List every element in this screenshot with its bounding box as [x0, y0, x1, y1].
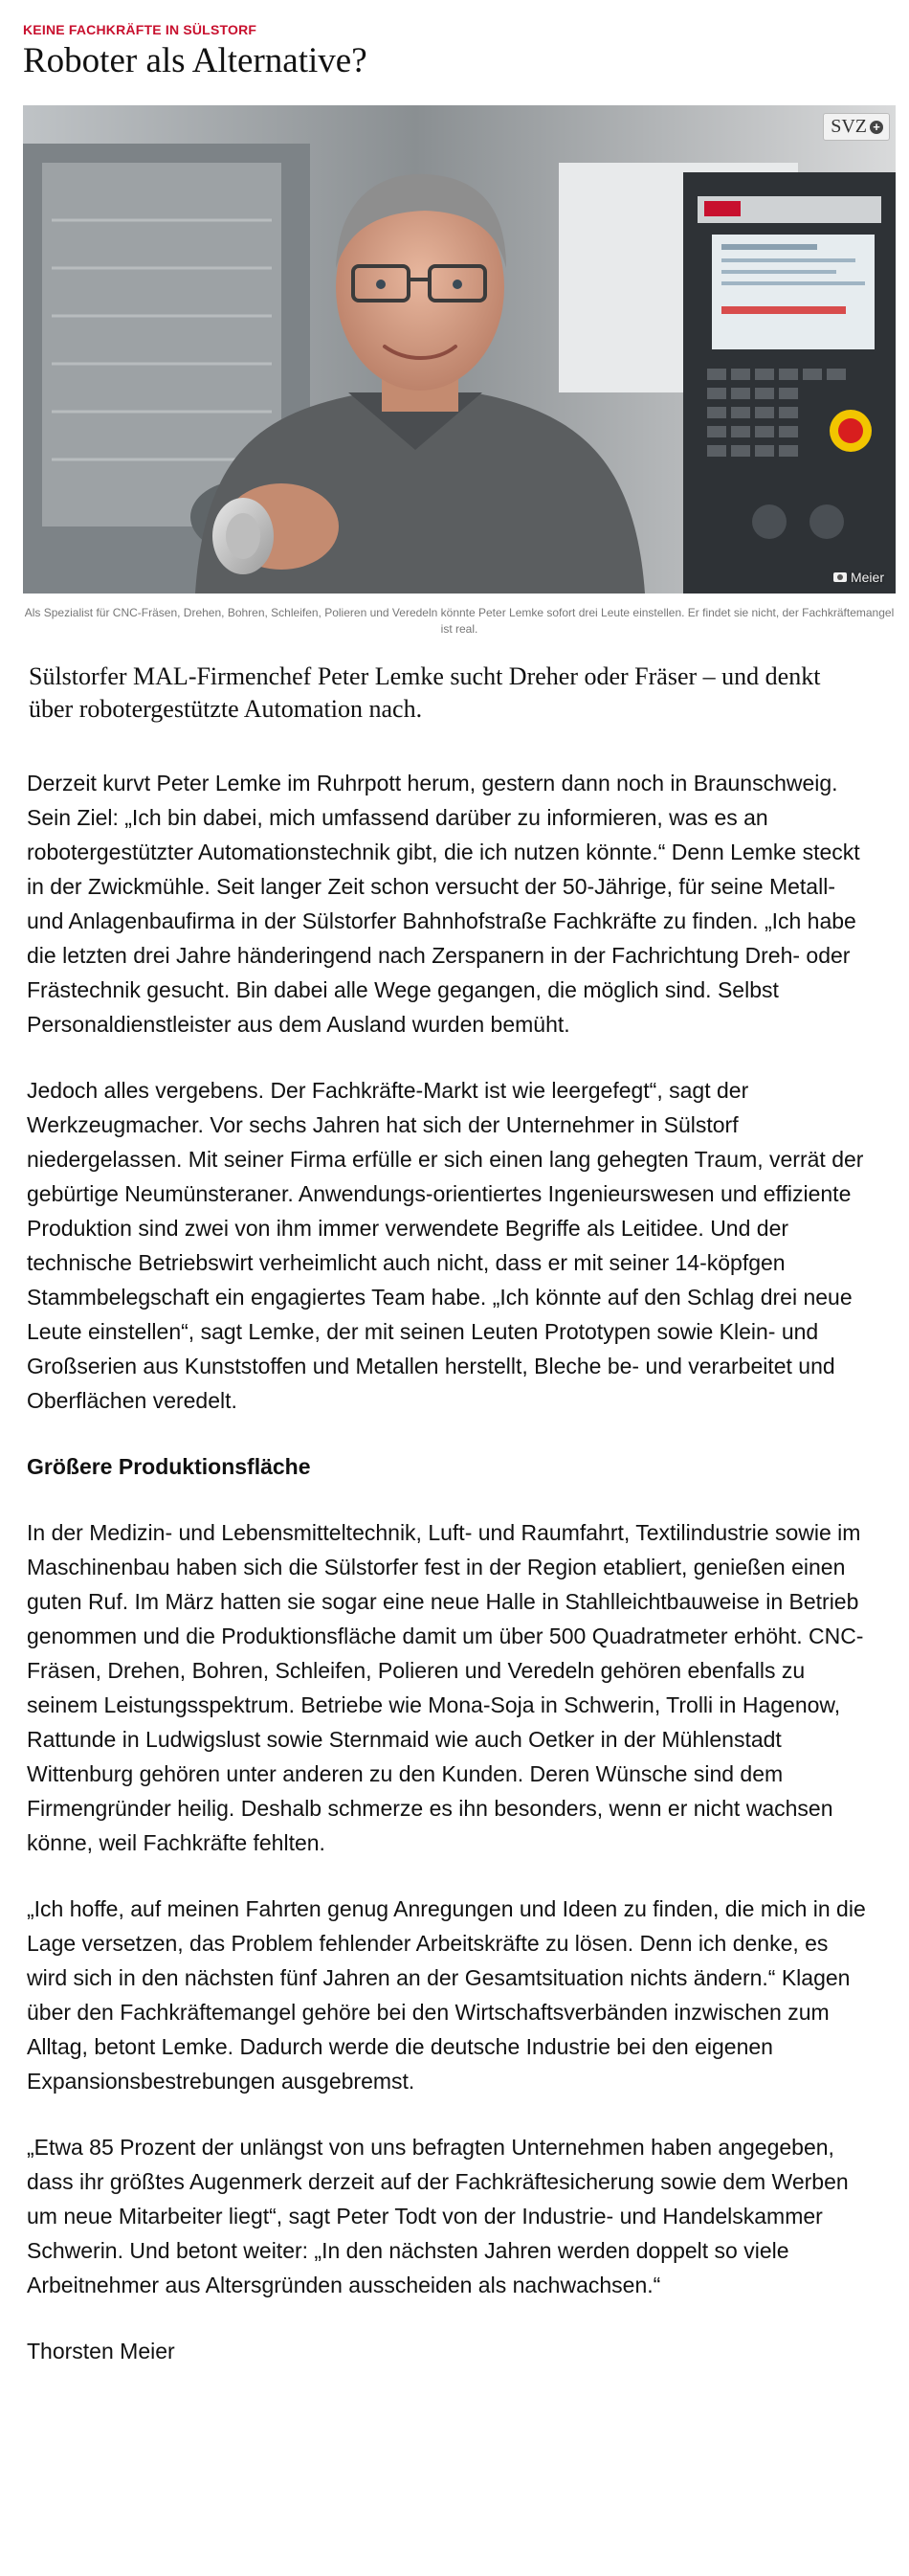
- photo-credit: [833, 570, 884, 585]
- article-lead: Sülstorfer MAL-Firmenchef Peter Lemke sucht Dreher oder Fräser – und denkt über robotergestützte Automation nach.: [29, 662, 821, 723]
- photo-credit-name: Meier: [850, 570, 884, 585]
- section-subheading: Größere Produktionsfläche: [27, 1454, 311, 1479]
- photo-illustration: [23, 105, 896, 594]
- camera-icon: [833, 572, 847, 582]
- article-kicker: KEINE FACHKRÄFTE IN SÜLSTORF: [23, 22, 257, 37]
- cnc-control-panel: [683, 172, 896, 594]
- body-paragraph: Jedoch alles vergebens. Der Fachkräfte-Markt ist wie leergefegt“, sagt der Werkzeugmacher. Vor sechs Jahren hat sich der Unternehmer in Sülstorf niedergelassen. Mit seiner Firma erfülle er sich einen lang gehegten Traum, verrät der gebürtige Neumünsteraner. Anwendungs-orientiertes Ingenieurswesen und effiziente Produktion sind zwei von ihm immer verwendete Begriffe als Leitidee. Und der technische Betriebswirt verheimlicht auch nicht, dass er mit seiner 14-köpfgen Stammbelegschaft ein engagiertes Team habe. „Ich könnte auf den Schlag drei neue Leute einstellen“, sagt Lemke, der mit seinen Leuten Prototypen sowie Klein- und Großserien aus Kunststoffen und Metallen herstellt, Bleche be- und verarbeitet und Oberflächen veredelt.: [27, 1078, 864, 1413]
- article-author: Thorsten Meier: [27, 2339, 175, 2363]
- body-paragraph: „Ich hoffe, auf meinen Fahrten genug Anregungen und Ideen zu finden, die mich in die Lage versetzen, das Problem fehlender Arbeitskräfte zu lösen. Denn ich denke, es wird sich in den nächsten fünf Jahren an der Gesamtsituation nichts ändern.“ Klagen über den Fachkräftemangel gehöre bei den Wirtschaftsverbänden inzwischen zum Alltag, betont Lemke. Dadurch werde die deutsche Industrie bei den eigenen Expansionsbestrebungen ausgebremst.: [27, 1896, 866, 2094]
- article-headline: Roboter als Alternative?: [23, 41, 367, 80]
- article-body: [27, 766, 869, 2400]
- body-paragraph: „Etwa 85 Prozent der unlängst von uns befragten Unternehmen haben angegeben, dass ihr größtes Augenmerk derzeit auf der Fachkräftesicherung sowie dem Werben um neue Mitarbeiter liegt“, sagt Peter Todt von der Industrie- und Handelskammer Schwerin. Und betont weiter: „In den nächsten Jahren werden doppelt so viele Arbeitnehmer aus Altersgründen ausscheiden als nachwachsen.“: [27, 2135, 849, 2297]
- photo-caption: Als Spezialist für CNC-Fräsen, Drehen, Bohren, Schleifen, Polieren und Veredeln könnte Peter Lemke sofort drei Leute einstellen. Er findet sie nicht, der Fachkräftemangel ist real.: [24, 606, 895, 636]
- svz-brand-badge[interactable]: [823, 113, 890, 141]
- svz-brand-label: SVZ: [831, 116, 867, 137]
- body-paragraph: Derzeit kurvt Peter Lemke im Ruhrpott herum, gestern dann noch in Braunschweig. Sein Ziel: „Ich bin dabei, mich umfassend darüber zu informieren, was es an robotergestützter Automationstechnik gibt, die ich nutzen könnte.“ Denn Lemke steckt in der Zwickmühle. Seit langer Zeit schon versucht der 50-Jährige, für seine Metall- und Anlagenbaufirma in der Sülstorfer Bahnhofstraße Fachkräfte zu finden. „Ich habe die letzten drei Jahre händeringend nach Zerspanern in der Fachrichtung Dreh- oder Frästechnik gesucht. Bin dabei alle Wege gegangen, die möglich sind. Selbst Personaldienstleister aus dem Ausland wurden bemüht.: [27, 771, 860, 1037]
- plus-icon: +: [870, 121, 883, 134]
- body-paragraph: In der Medizin- und Lebensmitteltechnik, Luft- und Raumfahrt, Textilindustrie sowie im Maschinenbau haben sich die Sülstorfer fest in der Region etabliert, genießen einen guten Ruf. Im März hatten sie sogar eine neue Halle in Stahlleichtbauweise in Betrieb genommen und die Produktionsfläche damit um über 500 Quadratmeter erhöht. CNC-Fräsen, Drehen, Bohren, Schleifen, Polieren und Veredeln gehören ebenfalls zu seinem Leistungsspektrum. Betriebe wie Mona-Soja in Schwerin, Trolli in Hagenow, Rattunde in Ludwigslust sowie Sternmaid wie auch Oetker in der Mühlenstadt Wittenburg gehören unter anderen zu den Kunden. Deren Wünsche sind dem Firmengründer heilig. Deshalb schmerze es ihn besonders, wenn er nicht wachsen könne, weil Fachkräfte fehlten.: [27, 1520, 864, 1855]
- article-photo: [23, 105, 896, 594]
